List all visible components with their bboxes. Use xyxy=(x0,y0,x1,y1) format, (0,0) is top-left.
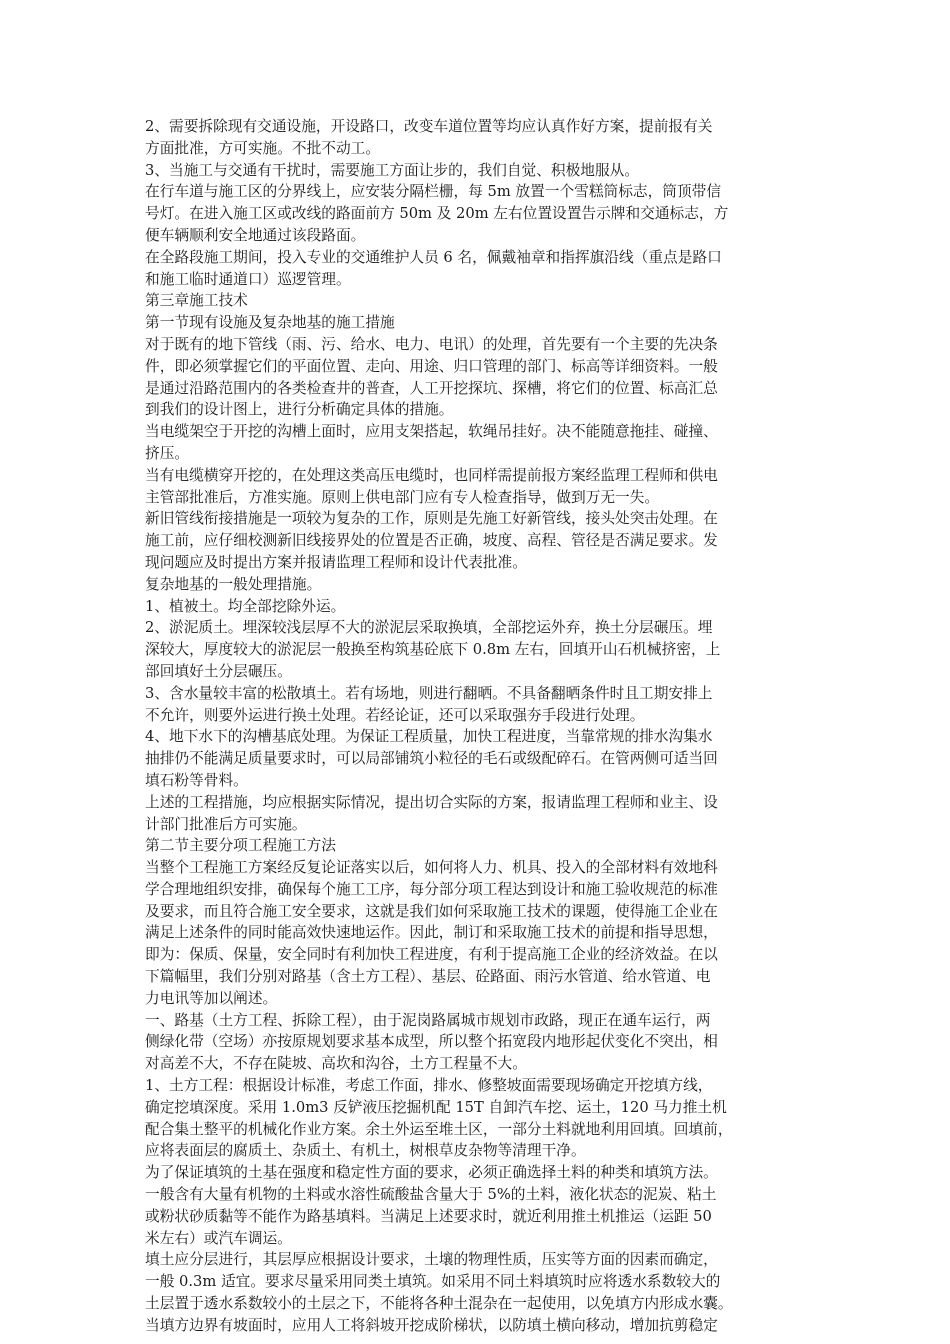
text-line: 米左右）或汽车调运。 xyxy=(145,1229,292,1247)
text-line: 确定挖填深度。采用 1.0m3 反铲液压挖掘机配 15T 自卸汽车挖、运土，120 马力推土机 xyxy=(145,1098,727,1116)
text-line: 第三章施工技术 xyxy=(145,292,248,310)
text-line: 学合理地组织安排，确保每个施工工序，每分部分项工程达到设计和施工验收规范的标准 xyxy=(145,880,718,898)
text-line: 为了保证填筑的土基在强度和稳定性方面的要求，必须正确选择土料的种类和填筑方法。 xyxy=(145,1164,718,1182)
text-line: 和施工临时通道口）巡逻管理。 xyxy=(145,270,351,288)
text-line: 3、当施工与交通有干扰时，需要施工方面让步的，我们自觉、积极地服从。 xyxy=(145,161,640,179)
text-line: 计部门批准后方可实施。 xyxy=(145,815,307,833)
text-line: 号灯。在进入施工区或改线的路面前方 50m 及 20m 左右位置设置告示牌和交通标志，方 xyxy=(145,205,729,223)
text-line: 复杂地基的一般处理措施。 xyxy=(145,575,322,593)
text-line: 2、淤泥质土。埋深较浅层厚不大的淤泥层采取换填，全部挖运外弃，换土分层碾压。埋 xyxy=(145,619,713,637)
text-line: 新旧管线衔接措施是一项较为复杂的工作，原则是先施工好新管线，接头处突击处理。在 xyxy=(145,510,718,528)
text-line: 当填方边界有坡面时，应用人工将斜坡开挖成阶梯状，以防填土横向移动，增加抗剪稳定 xyxy=(145,1316,718,1334)
text-line: 填石粉等骨料。 xyxy=(145,771,248,789)
text-line: 当整个工程施工方案经反复论证落实以后，如何将人力、机具、投入的全部材料有效地科 xyxy=(145,859,718,877)
text-line: 2、需要拆除现有交通设施，开设路口，改变车道位置等均应认真作好方案，提前报有关 xyxy=(145,118,713,135)
text-line: 主管部批准后，方准实施。原则上供电部门应有专人检查指导，做到万无一失。 xyxy=(145,488,660,506)
text-line: 满足上述条件的同时能高效快速地运作。因此，制订和采取施工技术的前提和指导思想， xyxy=(145,924,718,942)
text-line: 深较大，厚度较大的淤泥层一般换至构筑基砼底下 0.8m 左右，回填开山石机械挤密，上 xyxy=(145,641,721,659)
text-line: 是通过沿路范围内的各类检查井的普查，人工开挖探坑、探槽，将它们的位置、标高汇总 xyxy=(145,379,718,397)
text-line: 第二节主要分项工程施工方法 xyxy=(145,837,336,855)
text-line: 3、含水量较丰富的松散填土。若有场地，则进行翻晒。不具备翻晒条件时且工期安排上 xyxy=(145,684,713,702)
text-line: 配合集土整平的机械化作业方案。余土外运至堆土区，一部分土料就地利用回填。回填前， xyxy=(145,1120,733,1138)
text-line: 一般含有大量有机物的土料或水溶性硫酸盐含量大于 5%的土料，液化状态的泥炭、粘土 xyxy=(145,1186,717,1204)
text-line: 力电讯等加以阐述。 xyxy=(145,989,278,1007)
text-line: 上述的工程措施，均应根据实际情况，提出切合实际的方案，报请监理工程师和业主、设 xyxy=(145,793,718,811)
text-line: 施工前，应仔细校测新旧线接界处的位置是否正确，坡度、高程、管径是否满足要求。发 xyxy=(145,532,718,550)
text-line: 即为：保质、保量，安全同时有利加快工程进度，有利于提高施工企业的经济效益。在以 xyxy=(145,946,718,964)
text-line: 当电缆架空于开挖的沟槽上面时，应用支架搭起，软绳吊挂好。决不能随意拖挂、碰撞、 xyxy=(145,423,718,441)
text-line: 在全路段施工期间，投入专业的交通维护人员 6 名，佩戴袖章和指挥旗沿线（重点是路口 xyxy=(145,248,722,266)
text-line: 对于既有的地下管线（雨、污、给水、电力、电讯）的处理，首先要有一个主要的先决条 xyxy=(145,335,718,353)
text-line: 部回填好土分层碾压。 xyxy=(145,662,292,680)
text-line: 当有电缆横穿开挖的，在处理这类高压电缆时，也同样需提前报方案经监理工程师和供电 xyxy=(145,466,718,484)
text-line: 方面批准，方可实施。不批不动工。 xyxy=(145,139,381,157)
text-line: 不允许，则要外运进行换土处理。若经论证，还可以采取强夯手段进行处理。 xyxy=(145,706,645,724)
text-line: 便车辆顺利安全地通过该段路面。 xyxy=(145,226,366,244)
text-line: 抽排仍不能满足质量要求时，可以局部铺筑小粒径的毛石或级配碎石。在管两侧可适当回 xyxy=(145,750,718,768)
document-page xyxy=(145,116,817,1337)
text-line: 在行车道与施工区的分界线上，应安装分隔栏栅，每 5m 放置一个雪糕筒标志，筒顶带信 xyxy=(145,183,722,201)
text-line: 或粉状砂质黏等不能作为路基填料。当满足上述要求时，就近利用推土机推运（运距 50 xyxy=(145,1207,712,1225)
text-line: 填土应分层进行，其层厚应根据设计要求，土壤的物理性质，压实等方面的因素而确定， xyxy=(145,1251,718,1269)
text-line: 到我们的设计图上，进行分析确定具体的措施。 xyxy=(145,401,454,419)
text-line: 一、路基（土方工程、拆除工程），由于泥岗路属城市规划市政路，现正在通车运行，两 xyxy=(145,1011,711,1029)
text-line: 第一节现有设施及复杂地基的施工措施 xyxy=(145,314,395,332)
text-line: 4、地下水下的沟槽基底处理。为保证工程质量，加快工程进度，当靠常规的排水沟集水 xyxy=(145,728,713,746)
text-line: 应将表面层的腐质土、杂质土、有机土，树根草皮杂物等清理干净。 xyxy=(145,1142,586,1160)
text-line: 及要求，而且符合施工安全要求，这就是我们如何采取施工技术的课题，使得施工企业在 xyxy=(145,902,718,920)
text-line: 挤压。 xyxy=(145,444,190,462)
text-line: 侧绿化带（空场）亦按原规划要求基本成型，所以整个拓宽段内地形起伏变化不突出，相 xyxy=(145,1033,718,1051)
text-line: 土层置于透水系数较小的土层之下，不能将各种土混杂在一起使用，以免填方内形成水囊。 xyxy=(145,1295,733,1313)
text-line: 1、土方工程：根据设计标准，考虑工作面，排水、修整坡面需要现场确定开挖填方线， xyxy=(145,1077,713,1095)
text-line: 1、植被土。均全部挖除外运。 xyxy=(145,597,346,615)
text-line: 件，即必须掌握它们的平面位置、走向、用途、归口管理的部门、标高等详细资料。一般 xyxy=(145,357,718,375)
text-line: 下篇幅里，我们分别对路基（含土方工程）、基层、砼路面、雨污水管道、给水管道、电 xyxy=(145,968,711,986)
text-line: 对高差不大，不存在陡坡、高坎和沟谷，土方工程量不大。 xyxy=(145,1055,527,1073)
text-line: 现问题应及时提出方案并报请监理工程师和设计代表批准。 xyxy=(145,553,527,571)
text-line: 一般 0.3m 适宜。要求尽量采用同类土填筑。如采用不同土料填筑时应将透水系数较大的 xyxy=(145,1273,721,1291)
